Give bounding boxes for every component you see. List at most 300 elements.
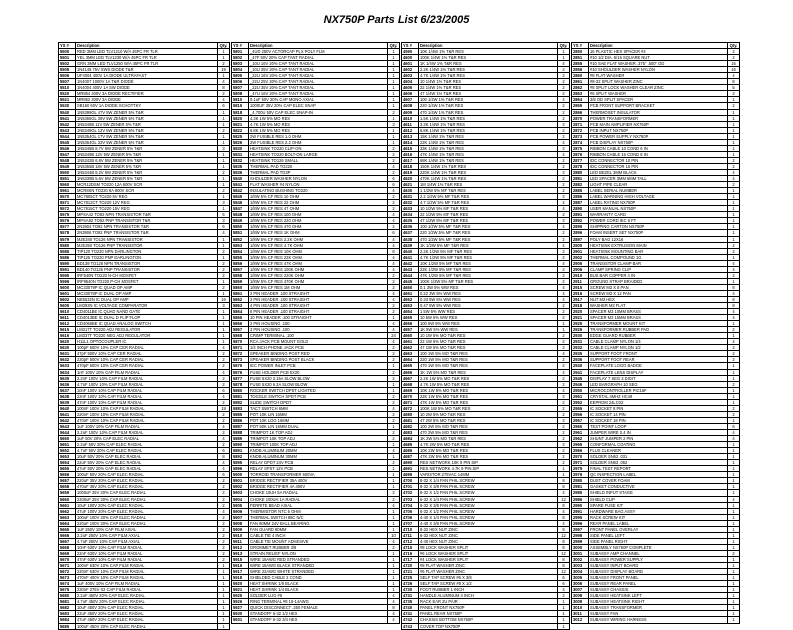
part-number: 4621 bbox=[402, 182, 419, 188]
part-number: 5542 bbox=[59, 121, 76, 127]
part-qty: 1 bbox=[728, 121, 740, 127]
part-number: 4726 bbox=[402, 581, 419, 587]
part-description: GROMMET RUBBER 3/8 bbox=[249, 544, 388, 550]
part-number: 5639 bbox=[59, 399, 76, 405]
part-qty: 2 bbox=[218, 260, 230, 266]
part-qty: 4 bbox=[728, 73, 740, 79]
part-qty: 1 bbox=[388, 581, 400, 587]
part-qty: 2 bbox=[728, 163, 740, 169]
part-description: 4.3K 1W 5% MO RES bbox=[249, 115, 388, 121]
part-number: 2892 bbox=[572, 218, 589, 224]
part-description: SCREW M3 X 8 PAN bbox=[589, 284, 728, 290]
part-number: 2930 bbox=[572, 333, 589, 339]
part-qty: 12 bbox=[558, 532, 570, 538]
part-number: 5877 bbox=[232, 375, 249, 381]
part-description: 1N5399GL 47V 5W ZENER 5% T&R bbox=[76, 109, 218, 115]
part-number: 5510 bbox=[59, 85, 76, 91]
part-number: 4743 bbox=[402, 623, 419, 629]
part-number: 2878 bbox=[572, 163, 589, 169]
part-description: TIP125 TO220 PNP DARLINGTON bbox=[76, 254, 218, 260]
part-qty: 2 bbox=[728, 103, 740, 109]
part-number: 5825 bbox=[232, 133, 249, 139]
part-description: SUBASSY INPUT BOARD bbox=[589, 563, 728, 569]
part-description: 100uF 100V 20% CAP ELEC RADIAL bbox=[76, 514, 218, 520]
part-qty: 4 bbox=[558, 351, 570, 357]
part-description: 47nF 100V 10% CAP FILM RADIAL bbox=[76, 399, 218, 405]
part-number: 5650 bbox=[59, 436, 76, 442]
part-qty: 1 bbox=[218, 623, 230, 629]
part-qty: 8 bbox=[728, 284, 740, 290]
part-number: 2976 bbox=[572, 472, 589, 478]
part-description: TEST POINT LOOP bbox=[589, 423, 728, 429]
part-description: 1/8W 5% CF RES 22K OHM bbox=[249, 254, 388, 260]
part-number: 5850 bbox=[232, 224, 249, 230]
part-qty: 1 bbox=[218, 309, 230, 315]
part-description: SHIELD INPUT STAGE bbox=[589, 490, 728, 496]
part-number: 2941 bbox=[572, 369, 589, 375]
part-number: 4644 bbox=[402, 272, 419, 278]
description-header: Description bbox=[76, 43, 218, 49]
part-qty: 2 bbox=[218, 248, 230, 254]
part-description: #6 LOCK WASHER SPLIT bbox=[419, 550, 558, 556]
part-description: 47uF 100V 20% CAP ELEC RADIAL bbox=[76, 508, 218, 514]
part-qty: 1 bbox=[728, 151, 740, 157]
part-number: 4705 bbox=[402, 508, 419, 514]
part-number: 5908 bbox=[232, 520, 249, 526]
part-description: 100 5W 5% WW RES bbox=[419, 321, 558, 327]
part-number: 5672 bbox=[59, 569, 76, 575]
part-qty: 4 bbox=[558, 97, 570, 103]
part-description: TACT SWITCH 6MM bbox=[249, 405, 388, 411]
part-description: 33K 1/4W 1% T&R RES bbox=[419, 145, 558, 151]
part-number: 4686 bbox=[402, 448, 419, 454]
part-description: 4-40 X 3/8 PAN PHIL SCREW bbox=[419, 520, 558, 526]
part-description: FLUX CLEANER bbox=[589, 448, 728, 454]
part-number: 4712 bbox=[402, 538, 419, 544]
part-description: 220pF 500V 10% CAP CER RADIAL bbox=[76, 357, 218, 363]
part-description: CRYSTAL 4MHZ HC49 bbox=[589, 393, 728, 399]
part-number: 4691 bbox=[402, 466, 419, 472]
part-number: 4611 bbox=[402, 121, 419, 127]
part-number: 5635 bbox=[59, 375, 76, 381]
part-description: FLAT WASHER #4 NYLON bbox=[249, 182, 388, 188]
part-description: 6-32 HEX NUT ZINC bbox=[419, 532, 558, 538]
part-description: SELF TAP SCREW #8 X 1/2 bbox=[419, 581, 558, 587]
part-description: 22 1/2W 5% MF T&R RES bbox=[419, 212, 558, 218]
part-qty: 8 bbox=[218, 85, 230, 91]
part-number: 2902 bbox=[572, 254, 589, 260]
part-number: 4601 bbox=[402, 61, 419, 67]
part-description: HEATSINK TO220 BOLT-ON LARGE bbox=[249, 151, 388, 157]
part-qty: 2 bbox=[558, 593, 570, 599]
part-qty: 1 bbox=[728, 538, 740, 544]
part-number: 2882 bbox=[572, 182, 589, 188]
part-description: #6 SPLIT WASHER bbox=[589, 91, 728, 97]
part-number: 4635 bbox=[402, 218, 419, 224]
part-description: CABLE TIE 4 INCH bbox=[249, 532, 388, 538]
part-description: 470 2W 5% MO T&R RES bbox=[419, 430, 558, 436]
part-number: 2995 bbox=[572, 514, 589, 520]
part-description: _10U 16V 20% CAP TANT RADIAL bbox=[249, 61, 388, 67]
part-qty: 8 bbox=[558, 514, 570, 520]
description-header: Description bbox=[249, 43, 388, 49]
part-qty: 1 bbox=[728, 194, 740, 200]
part-number-header: YS # bbox=[572, 43, 589, 49]
part-number: 2874 bbox=[572, 139, 589, 145]
part-description: WIRE 18AWG BLACK STRANDED bbox=[249, 563, 388, 569]
part-description: PCB DISPLAY NX750P bbox=[589, 139, 728, 145]
part-qty: 2 bbox=[728, 357, 740, 363]
part-qty: 4 bbox=[558, 587, 570, 593]
part-description: CRIMP TERMINAL .100 bbox=[249, 333, 388, 339]
part-number: 5830 bbox=[232, 145, 249, 151]
part-description: 1/8W 5% CF RES 100 OHM bbox=[249, 212, 388, 218]
part-qty: 19 bbox=[218, 405, 230, 411]
part-number: 5930 bbox=[232, 611, 249, 617]
part-number: 3007 bbox=[572, 587, 589, 593]
part-qty: 1 bbox=[728, 200, 740, 206]
part-number: 5849 bbox=[232, 218, 249, 224]
part-qty: 2 bbox=[388, 490, 400, 496]
part-qty: 2 bbox=[558, 157, 570, 163]
part-number: 3000 bbox=[572, 544, 589, 550]
part-description: 2200uF 25V 20% CAP ELEC RADIAL bbox=[76, 496, 218, 502]
part-number: 4613 bbox=[402, 133, 419, 139]
part-number: 4663 bbox=[402, 351, 419, 357]
part-number: 4710 bbox=[402, 526, 419, 532]
part-number: 5501 bbox=[59, 55, 76, 61]
part-description: 22K 1W 5% MO T&R RES bbox=[419, 393, 558, 399]
part-qty: 1 bbox=[388, 520, 400, 526]
part-description: #8-32 SPLIT WASHER ZINC bbox=[589, 79, 728, 85]
part-description: 4.7K 1/4W 1% T&R RES bbox=[419, 73, 558, 79]
part-number: 5841 bbox=[232, 182, 249, 188]
part-number: 4666 bbox=[402, 369, 419, 375]
part-qty: 3 bbox=[218, 303, 230, 309]
part-description: 220uF 35V 20% CAP ELEC RADIAL bbox=[76, 478, 218, 484]
part-qty: 2 bbox=[558, 127, 570, 133]
part-description: BRIDGE RECTIFIER 4A 400V bbox=[249, 484, 388, 490]
part-description: IDC CONNECTOR 10 PIN bbox=[589, 157, 728, 163]
part-description: 470 1W 5% MO T&R RES bbox=[419, 363, 558, 369]
part-number: 5836 bbox=[232, 169, 249, 175]
part-description: 100nF 630V 10% CAP FILM RADIAL bbox=[76, 563, 218, 569]
part-qty: 2 bbox=[388, 544, 400, 550]
part-number: 5883 bbox=[232, 405, 249, 411]
part-description: STANDOFF 6-32 3/4 HEX bbox=[249, 617, 388, 623]
part-description: 1uF 100V 10% CAP FILM RADIAL bbox=[76, 423, 218, 429]
part-description: RES NETWORK 4.7K 9 PIN SIP bbox=[419, 466, 558, 472]
part-qty: 2 bbox=[558, 309, 570, 315]
part-description: MR852 200V 3A DIODE bbox=[76, 97, 218, 103]
part-qty: 4 bbox=[388, 266, 400, 272]
qty-header: Qty. bbox=[388, 43, 400, 49]
part-description: EEPROM 24LC02 bbox=[589, 399, 728, 405]
part-number: 4680 bbox=[402, 411, 419, 417]
part-number: 4731 bbox=[402, 593, 419, 599]
part-qty: 4 bbox=[218, 345, 230, 351]
part-description: 1N5355B 18V 5W ZENER 5% T&R bbox=[76, 163, 218, 169]
part-description: 1/8W 5% CF RES 10K OHM bbox=[249, 248, 388, 254]
part-qty: 2 bbox=[728, 55, 740, 61]
part-number: 5851 bbox=[232, 230, 249, 236]
part-qty: 2 bbox=[558, 315, 570, 321]
part-number: 2981 bbox=[572, 484, 589, 490]
part-qty: 4 bbox=[388, 163, 400, 169]
part-number-header: YS # bbox=[59, 43, 76, 49]
part-number: 4671 bbox=[402, 399, 419, 405]
part-number: 2881 bbox=[572, 176, 589, 182]
part-qty: 2 bbox=[558, 460, 570, 466]
part-description: TORROID TRANSFORMER 500VA bbox=[249, 472, 388, 478]
part-qty: 1 bbox=[728, 448, 740, 454]
part-qty: 2 bbox=[218, 478, 230, 484]
part-description: CLAMP SPRING CLIP bbox=[589, 266, 728, 272]
part-number: 4668 bbox=[402, 381, 419, 387]
part-number: 2871 bbox=[572, 121, 589, 127]
part-number: 4645 bbox=[402, 278, 419, 284]
part-number: 4607 bbox=[402, 97, 419, 103]
table-row bbox=[572, 617, 740, 623]
part-number: 5918 bbox=[232, 575, 249, 581]
part-description: 10K 1/4W 1% T&R RES bbox=[419, 49, 558, 55]
part-description: 100 1W 5% MO T&R RES bbox=[419, 351, 558, 357]
part-qty: 1 bbox=[728, 393, 740, 399]
part-number: 5868 bbox=[232, 333, 249, 339]
part-number: 5863 bbox=[232, 303, 249, 309]
part-qty: 2 bbox=[388, 109, 400, 115]
part-qty: 1 bbox=[388, 423, 400, 429]
part-qty: 4 bbox=[388, 254, 400, 260]
part-number: 3006 bbox=[572, 581, 589, 587]
part-qty: 4 bbox=[728, 176, 740, 182]
part-number: 4664 bbox=[402, 357, 419, 363]
part-qty: 2 bbox=[558, 333, 570, 339]
part-description: QUICK DISCONNECT .250 FEMALE bbox=[249, 605, 388, 611]
part-number: 5660 bbox=[59, 496, 76, 502]
part-number: 5804 bbox=[232, 67, 249, 73]
part-number: 5854 bbox=[232, 248, 249, 254]
part-number: 5640 bbox=[59, 405, 76, 411]
part-number: 5576 bbox=[59, 218, 76, 224]
description-header: Description bbox=[419, 43, 558, 49]
part-description: 1N5348B 11V 5W ZENER 5% T&R bbox=[76, 121, 218, 127]
part-description: 2 PIN HOUSING .100 bbox=[249, 321, 388, 327]
part-number: 5662 bbox=[59, 508, 76, 514]
part-description: SHIELD CLIP bbox=[589, 496, 728, 502]
part-qty: 2 bbox=[218, 357, 230, 363]
part-description: LIGHT PIPE CLEAR bbox=[589, 182, 728, 188]
part-description: 1K 2W 5% MO T&R RES bbox=[419, 436, 558, 442]
part-qty: 1 bbox=[728, 224, 740, 230]
part-description: FOAM INSERT SET NX750P bbox=[589, 230, 728, 236]
part-number: 5550 bbox=[59, 169, 76, 175]
part-description: LABEL RATING NX750P bbox=[589, 200, 728, 206]
part-number: 2890 bbox=[572, 206, 589, 212]
part-description: SLIDE SWITCH DPDT bbox=[249, 399, 388, 405]
part-qty: 1 bbox=[728, 532, 740, 538]
part-qty: 1 bbox=[218, 242, 230, 248]
part-description: CHOKE 100UH 1A RADIAL bbox=[249, 496, 388, 502]
part-description: 2.2uF 250V 10% CAP FILM AXIAL bbox=[76, 532, 218, 538]
part-number: 4704 bbox=[402, 502, 419, 508]
part-number: 2886 bbox=[572, 194, 589, 200]
part-number: 5866 bbox=[232, 321, 249, 327]
part-number: 5875 bbox=[232, 363, 249, 369]
part-qty: 1 bbox=[218, 163, 230, 169]
part-number: 2906 bbox=[572, 266, 589, 272]
part-description: SUBASSY REAR PANEL bbox=[589, 581, 728, 587]
part-number: 4620 bbox=[402, 176, 419, 182]
part-description: RING TERMINAL #8 16-14AWG bbox=[249, 599, 388, 605]
part-qty: 1 bbox=[728, 611, 740, 617]
part-number: 4608 bbox=[402, 103, 419, 109]
part-number: 2955 bbox=[572, 405, 589, 411]
part-qty: 1 bbox=[218, 581, 230, 587]
part-qty: 24 bbox=[388, 333, 400, 339]
part-description: 6-32 X 3/8 PAN PHIL SCREW bbox=[419, 502, 558, 508]
part-number: 5890 bbox=[232, 442, 249, 448]
part-qty: 5 bbox=[218, 212, 230, 218]
part-description: SPEAKER BINDING POST BLACK bbox=[249, 357, 388, 363]
part-number: 5821 bbox=[232, 121, 249, 127]
table-row bbox=[402, 623, 570, 629]
part-qty: 2 bbox=[728, 327, 740, 333]
part-number: 5910 bbox=[232, 532, 249, 538]
part-qty: 4 bbox=[558, 61, 570, 67]
part-number: 5907 bbox=[232, 514, 249, 520]
part-number: 4655 bbox=[402, 315, 419, 321]
part-number: 5541 bbox=[59, 115, 76, 121]
part-qty: 3 bbox=[218, 200, 230, 206]
part-qty: 6 bbox=[218, 103, 230, 109]
part-description: GRN 3MM LED TLV1250 W/A 45PC FR TLR bbox=[76, 61, 218, 67]
part-description: SPARE FUSE KIT bbox=[589, 502, 728, 508]
part-qty: 2 bbox=[218, 381, 230, 387]
part-number: 5520 bbox=[59, 91, 76, 97]
part-qty: 4 bbox=[218, 230, 230, 236]
part-qty: 2 bbox=[558, 133, 570, 139]
part-description: TRIMPOT 10K TOP ADJ bbox=[249, 436, 388, 442]
part-description: FAN GUARD 80MM bbox=[249, 526, 388, 532]
part-number: 5848 bbox=[232, 212, 249, 218]
part-description: 220 1/4W 1% T&R RES bbox=[419, 103, 558, 109]
part-number: 5670 bbox=[59, 556, 76, 562]
part-qty: 4 bbox=[728, 430, 740, 436]
part-qty: 2 bbox=[558, 194, 570, 200]
part-qty: 1 bbox=[558, 327, 570, 333]
part-description: FRONT PANEL OVERLAY bbox=[589, 526, 728, 532]
part-number: 5855 bbox=[232, 254, 249, 260]
part-description: THERMAL SWITCH 85C N/C bbox=[249, 514, 388, 520]
part-qty: 2 bbox=[218, 496, 230, 502]
part-qty: 4 bbox=[558, 224, 570, 230]
part-description: 1N5366GL 39V 5W ZENER 5% T&R bbox=[76, 115, 218, 121]
part-qty: 12 bbox=[558, 569, 570, 575]
part-number: 5560 bbox=[59, 182, 76, 188]
part-qty: 2 bbox=[558, 73, 570, 79]
part-number: 2860 bbox=[572, 73, 589, 79]
part-number: 2915 bbox=[572, 284, 589, 290]
part-description: PCB INPUT NX750P bbox=[589, 127, 728, 133]
part-description: 10K 1W 5% MO T&R RES bbox=[419, 387, 558, 393]
part-qty: 2 bbox=[558, 182, 570, 188]
part-number: 2870 bbox=[572, 115, 589, 121]
part-number: 2920 bbox=[572, 309, 589, 315]
part-description: SPEAKER BINDING POST RED bbox=[249, 351, 388, 357]
part-number: 5549 bbox=[59, 163, 76, 169]
part-description: THERMAL COMPOUND 1G bbox=[589, 254, 728, 260]
part-description: EDGE GUARD RUBBER bbox=[589, 333, 728, 339]
part-qty: 1 bbox=[388, 587, 400, 593]
part-description: 1 1/2W 5% MF T&R RES bbox=[419, 188, 558, 194]
part-qty: 1 bbox=[388, 363, 400, 369]
part-description: HEAT SHRINK 1/4 BLACK bbox=[249, 587, 388, 593]
part-description: CD4011BE IC QUAD NAND GATE bbox=[76, 309, 218, 315]
part-qty: 4 bbox=[218, 436, 230, 442]
part-number: 5585 bbox=[59, 248, 76, 254]
part-description: ASSEMBLY NX750P COMPLETE bbox=[589, 544, 728, 550]
part-number: 4652 bbox=[402, 296, 419, 302]
part-description: #4 LOCK WASHER SPLIT bbox=[419, 556, 558, 562]
part-number: 2935 bbox=[572, 351, 589, 357]
part-qty: 1 bbox=[388, 115, 400, 121]
part-number: 4716 bbox=[402, 550, 419, 556]
part-number: 5808 bbox=[232, 91, 249, 97]
part-number: 5801 bbox=[232, 49, 249, 55]
part-qty: 4 bbox=[388, 260, 400, 266]
part-description: 10 PIN HEADER .100 STRAIGHT bbox=[249, 315, 388, 321]
part-qty: 2 bbox=[388, 417, 400, 423]
part-number: 5815 bbox=[232, 103, 249, 109]
part-description: _10U 35V 20% CAP TANT RADIAL bbox=[249, 67, 388, 73]
part-number: 2895 bbox=[572, 224, 589, 230]
part-number: 5887 bbox=[232, 423, 249, 429]
part-number: 5543 bbox=[59, 127, 76, 133]
part-qty: 4 bbox=[558, 508, 570, 514]
part-qty: 1 bbox=[558, 472, 570, 478]
part-number: 5847 bbox=[232, 206, 249, 212]
part-number: 5620 bbox=[59, 339, 76, 345]
part-description: #8 LOCK WASHER SPLIT bbox=[419, 544, 558, 550]
part-description: STANDOFF 6-32 1/2 HEX bbox=[249, 611, 388, 617]
part-qty: 4 bbox=[558, 490, 570, 496]
part-qty: 2 bbox=[388, 169, 400, 175]
part-qty: 1 bbox=[388, 563, 400, 569]
part-number: 5590 bbox=[59, 260, 76, 266]
part-number: 5876 bbox=[232, 369, 249, 375]
part-description: CHASSIS BOTTOM NX750P bbox=[419, 617, 558, 623]
part-qty: 1 bbox=[388, 508, 400, 514]
part-number: 4711 bbox=[402, 532, 419, 538]
part-qty: 1 bbox=[388, 73, 400, 79]
part-description: PCB FRONT SUPPORT BRACKET bbox=[589, 103, 728, 109]
part-number: 5643 bbox=[59, 423, 76, 429]
part-description: SUPPORT FOOT FRONT bbox=[589, 351, 728, 357]
part-number: 4682 bbox=[402, 423, 419, 429]
part-description: FACEPLATE LENS DISPLAY bbox=[589, 369, 728, 375]
part-number: 5925 bbox=[232, 593, 249, 599]
part-description: 68K 1/4W 1% T&R RES bbox=[419, 157, 558, 163]
part-qty: 1 bbox=[218, 327, 230, 333]
part-qty: 2 bbox=[388, 351, 400, 357]
part-description: SUBASSY DISPLAY BOARD bbox=[589, 569, 728, 575]
part-description: 470 1/2W 5% MF T&R RES bbox=[419, 236, 558, 242]
part-description: SPACER M3 10MM BRASS bbox=[589, 309, 728, 315]
part-description: CABLE CLAMP NYLON 1/2 bbox=[589, 345, 728, 351]
part-number: 2952 bbox=[572, 399, 589, 405]
part-number: 2880 bbox=[572, 169, 589, 175]
